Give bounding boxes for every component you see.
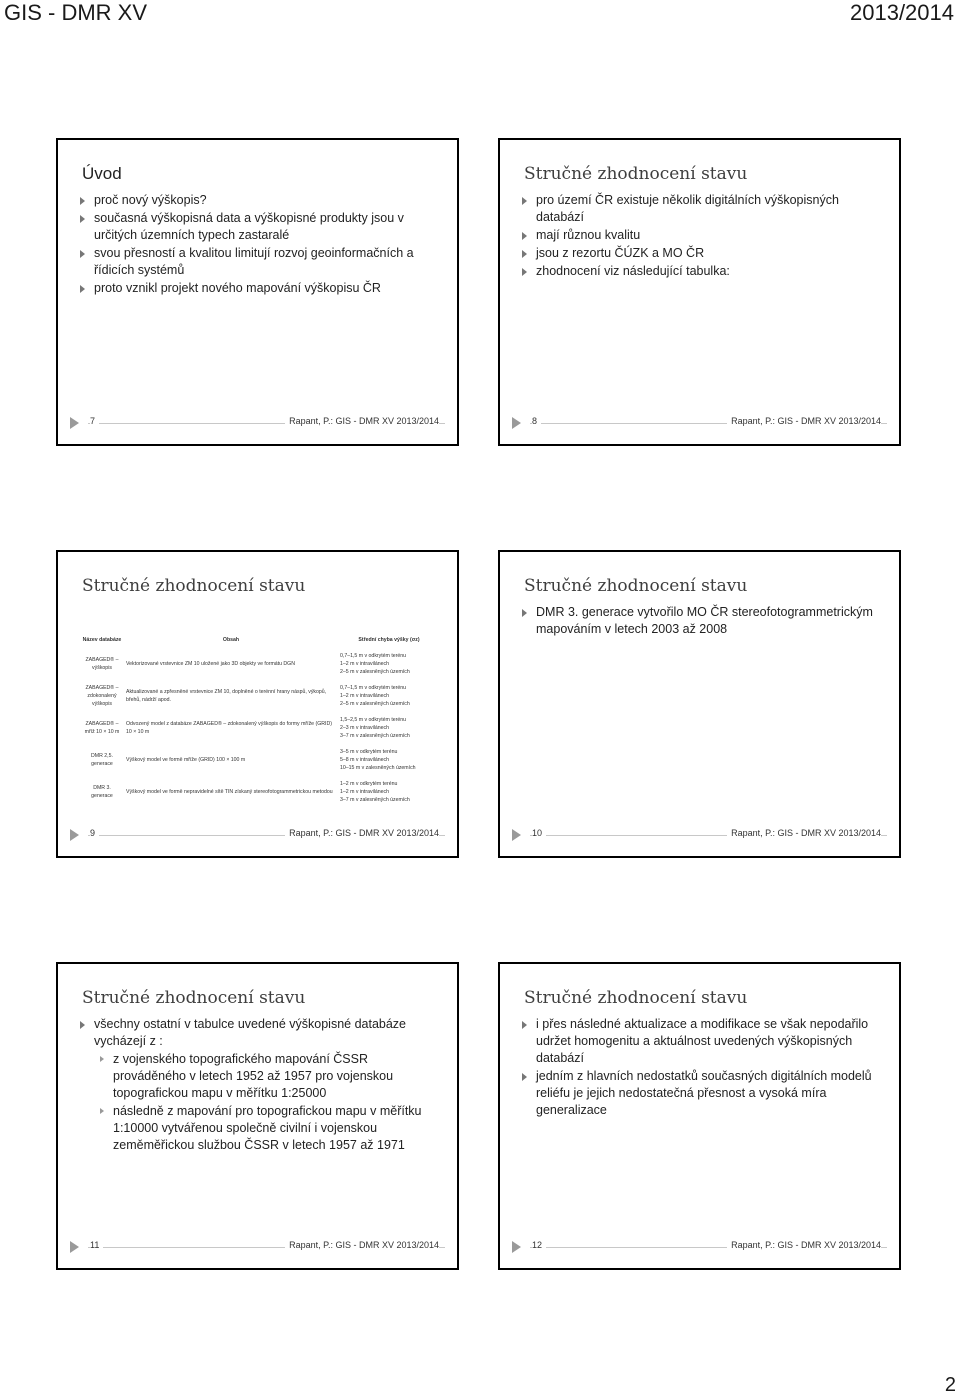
bullet-list bbox=[522, 604, 881, 639]
sub-bullet-item: následně z mapování pro topografickou mapu v měřítku 1:10000 vytvářenou společně civilní i vojenskou zeměměřickou službou ČSSR v letech 1957 až 1971 bbox=[100, 1103, 439, 1154]
footer-citation: Rapant, P.: GIS - DMR XV 2013/2014 bbox=[285, 828, 439, 838]
slide-number: 7 bbox=[90, 416, 99, 426]
db-content: Výškový model ve formě mříže (GRID) 100 × 100 m bbox=[126, 757, 246, 763]
bullet-arrow-icon bbox=[522, 1073, 527, 1081]
slide-number: 10 bbox=[532, 828, 546, 838]
bullet-arrow-icon bbox=[522, 232, 527, 240]
bullet-list bbox=[522, 1016, 881, 1120]
bullet-list bbox=[522, 192, 881, 281]
slide-7 bbox=[56, 138, 459, 446]
slide-title: Stručné zhodnocení stavu bbox=[82, 988, 306, 1008]
slide-footer bbox=[70, 828, 445, 844]
footer-arrow-icon bbox=[512, 1241, 521, 1253]
bullet-list bbox=[80, 192, 439, 298]
bullet-arrow-icon bbox=[80, 1021, 85, 1029]
slide-footer bbox=[70, 1240, 445, 1256]
slide-9 bbox=[56, 550, 459, 858]
bullet-arrow-icon bbox=[522, 197, 527, 205]
bullet-arrow-icon bbox=[522, 268, 527, 276]
bullet-item: všechny ostatní v tabulce uvedené výškopisné databáze vycházejí z : z vojenského topografického mapování ČSSR prováděného v letech 1952 až 1957 pro vojenskou topografickou mapu v měřítku 1:25000 následně z mapování pro topografickou mapu v měřítku 1:10000 vytvářenou společně civilní i vojenskou zeměměřickou službou ČSSR v letech 1957 až 1971 bbox=[80, 1016, 439, 1154]
slide-8 bbox=[498, 138, 901, 446]
bullet-item: proto vznikl projekt nového mapování výškopisu ČR bbox=[80, 280, 439, 297]
bullet-item: jsou z rezortu ČÚZK a MO ČR bbox=[522, 245, 881, 262]
db-name: ZABAGED® – mříž 10 × 10 m bbox=[84, 721, 120, 735]
slide-number: 8 bbox=[532, 416, 541, 426]
sub-bullet-list bbox=[100, 1051, 439, 1154]
slide-title: Stručné zhodnocení stavu bbox=[524, 988, 748, 1008]
slide-footer bbox=[512, 416, 887, 432]
db-error: 1,5–2,5 m v odkrytém terénu 2–3 m v intravilánech 3–7 m v zalesněných územích bbox=[340, 717, 410, 739]
bullet-arrow-icon bbox=[522, 1021, 527, 1029]
bullet-arrow-icon bbox=[522, 609, 527, 617]
sub-bullet-arrow-icon bbox=[100, 1056, 104, 1062]
bullet-item: i přes následné aktualizace a modifikace se však nepodařilo udržet homogenitu a aktuálnost uvedených výškopisných databází bbox=[522, 1016, 881, 1067]
footer-arrow-icon bbox=[70, 417, 79, 429]
db-error: 1–2 m v odkrytém terénu 1–2 m v intravilánech 3–7 m v zalesněných územích bbox=[340, 781, 410, 803]
footer-arrow-icon bbox=[70, 1241, 79, 1253]
bullet-arrow-icon bbox=[80, 285, 85, 293]
db-content: Odvozený model z databáze ZABAGED® – zdokonalený výškopis do formy mříže (GRID) 10 × 10 m bbox=[126, 721, 332, 735]
footer-citation: Rapant, P.: GIS - DMR XV 2013/2014 bbox=[727, 828, 881, 838]
slide-title: Úvod bbox=[82, 164, 122, 183]
database-table bbox=[80, 632, 440, 808]
slide-footer bbox=[512, 1240, 887, 1256]
bullet-item: pro území ČR existuje několik digitálních výškopisných databází bbox=[522, 192, 881, 226]
bullet-arrow-icon bbox=[80, 215, 85, 223]
table-row bbox=[80, 680, 440, 712]
footer-citation: Rapant, P.: GIS - DMR XV 2013/2014 bbox=[727, 416, 881, 426]
bullet-item: DMR 3. generace vytvořilo MO ČR stereofotogrammetrickým mapováním v letech 2003 až 2008 bbox=[522, 604, 881, 638]
page-number: 2 bbox=[944, 1374, 956, 1396]
db-name: ZABAGED® – zdokonalený výškopis bbox=[85, 685, 119, 707]
db-name: ZABAGED® – výškopis bbox=[85, 657, 119, 671]
bullet-list bbox=[80, 1016, 439, 1155]
footer-arrow-icon bbox=[70, 829, 79, 841]
bullet-arrow-icon bbox=[80, 250, 85, 258]
slide-10 bbox=[498, 550, 901, 858]
table-row bbox=[80, 776, 440, 808]
slide-title: Stručné zhodnocení stavu bbox=[524, 164, 748, 184]
table-row bbox=[80, 744, 440, 776]
slide-11 bbox=[56, 962, 459, 1270]
bullet-item: jedním z hlavních nedostatků současných digitálních modelů reliéfu je jejich nedostatečná přesnost a vysoká míra generalizace bbox=[522, 1068, 881, 1119]
footer-citation: Rapant, P.: GIS - DMR XV 2013/2014 bbox=[727, 1240, 881, 1250]
column-header: Obsah bbox=[222, 637, 240, 643]
db-name: DMR 2,5. generace bbox=[91, 753, 113, 767]
db-error: 0,7–1,5 m v odkrytém terénu 1–2 m v intravilánech 2–5 m v zalesněných územích bbox=[340, 685, 410, 707]
bullet-item: současná výškopisná data a výškopisné produkty jsou v určitých územních typech zastaralé bbox=[80, 210, 439, 244]
header-title: GIS - DMR XV bbox=[4, 0, 148, 25]
footer-arrow-icon bbox=[512, 829, 521, 841]
bullet-item: svou přesností a kvalitou limitují rozvoj geoinformačních a řídicích systémů bbox=[80, 245, 439, 279]
table-row bbox=[80, 712, 440, 744]
slide-footer bbox=[70, 416, 445, 432]
footer-citation: Rapant, P.: GIS - DMR XV 2013/2014 bbox=[285, 416, 439, 426]
column-header: Název databáze bbox=[82, 637, 122, 643]
db-name: DMR 3. generace bbox=[91, 785, 113, 799]
slide-number: 9 bbox=[90, 828, 99, 838]
db-content: Vektorizované vrstevnice ZM 10 uložené jako 3D objekty ve formátu DGN bbox=[126, 661, 295, 667]
footer-citation: Rapant, P.: GIS - DMR XV 2013/2014 bbox=[285, 1240, 439, 1250]
slide-title: Stručné zhodnocení stavu bbox=[524, 576, 748, 596]
bullet-item: proč nový výškopis? bbox=[80, 192, 439, 209]
table-header-row bbox=[80, 632, 440, 648]
bullet-arrow-icon bbox=[80, 197, 85, 205]
db-error: 3–5 m v odkrytém terénu 5–8 m v intravilánech 10–15 m v zalesněných územích bbox=[340, 749, 416, 771]
slide-12 bbox=[498, 962, 901, 1270]
bullet-item: mají různou kvalitu bbox=[522, 227, 881, 244]
header-year: 2013/2014 bbox=[850, 0, 954, 25]
column-header: Střední chyba výšky (σz) bbox=[358, 637, 420, 643]
bullet-item: zhodnocení viz následující tabulka: bbox=[522, 263, 881, 280]
db-content: Aktualizované a zpřesněné vrstevnice ZM 10, doplněné o terénní hrany náspů, výkopů, břehů, nádrží apod. bbox=[126, 689, 327, 703]
table-row bbox=[80, 648, 440, 680]
db-content: Výškový model ve formě nepravidelné sítě TIN získaný stereofotogrammetrickou metodou bbox=[126, 789, 333, 795]
slide-number: 11 bbox=[90, 1240, 103, 1250]
footer-arrow-icon bbox=[512, 417, 521, 429]
bullet-arrow-icon bbox=[522, 250, 527, 258]
slide-title: Stručné zhodnocení stavu bbox=[82, 576, 306, 596]
slide-number: 12 bbox=[532, 1240, 546, 1250]
page-header bbox=[0, 0, 960, 28]
sub-bullet-arrow-icon bbox=[100, 1108, 104, 1114]
db-error: 0,7–1,5 m v odkrytém terénu 1–2 m v intravilánech 2–5 m v zalesněných územích bbox=[340, 653, 410, 675]
slide-footer bbox=[512, 828, 887, 844]
sub-bullet-item: z vojenského topografického mapování ČSSR prováděného v letech 1952 až 1957 pro vojenskou topografickou mapu v měřítku 1:25000 bbox=[100, 1051, 439, 1102]
